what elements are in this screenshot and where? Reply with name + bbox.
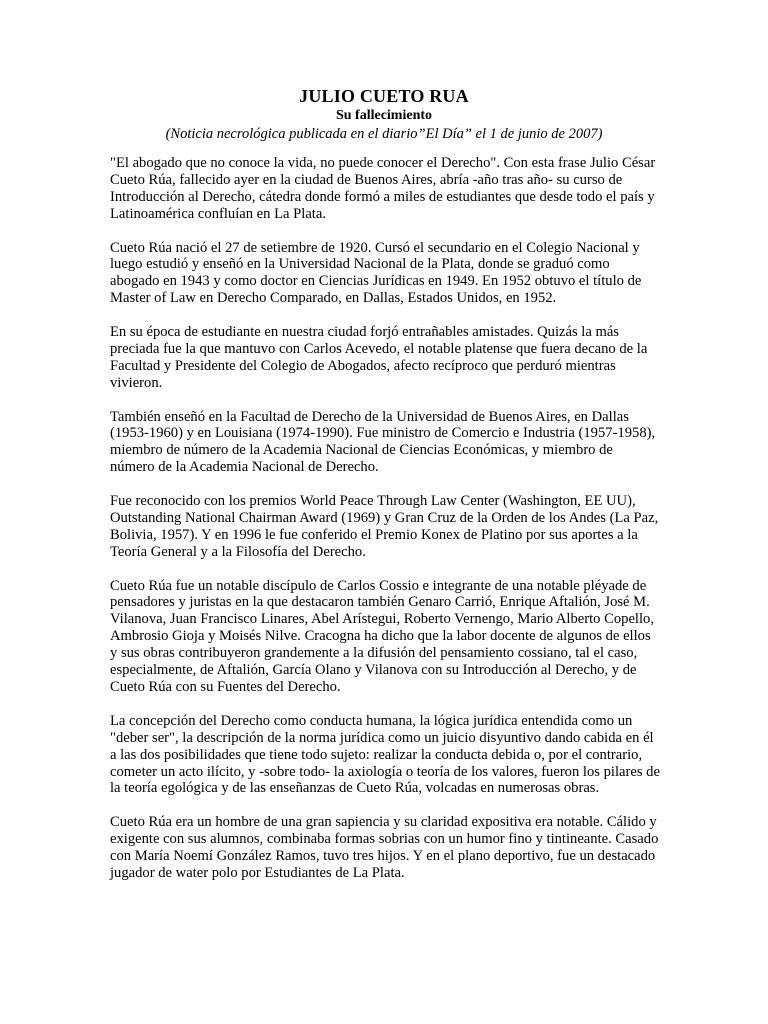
paragraph: "El abogado que no conoce la vida, no puede conocer el Derecho". Con esta frase Julio César Cueto Rúa, fallecido ayer en la ciudad de Buenos Aires, abría -año tras año- su curso de Introducción al Derecho, cátedra donde formó a miles de estudiantes que desde todo el país y Latinoamérica confluían en La Plata.	[110, 155, 656, 222]
paragraph: También enseñó en la Facultad de Derecho de la Universidad de Buenos Aires, en Dallas (1953-1960) y en Louisiana (1974-1990). Fue ministro de Comercio e Industria (1957-1958), miembro de número de la Academia Nacional de Ciencias Económicas, y miembro de número de la Academia Nacional de Derecho.	[110, 408, 656, 476]
document-header	[0, 86, 768, 143]
paragraph: La concepción del Derecho como conducta humana, la lógica jurídica entendida como un "deber ser", la descripción de la norma jurídica como un juicio disyuntivo dando cabida en él a las dos posibilidades que tiene todo sujeto: realizar la conducta debida o, por el contrario, cometer un acto ilícito, y -sobre todo- la axiología o teoría de los valores, fueron los pilares de la teoría egológica y de las enseñanzas de Cueto Rúa, volcadas en numerosas obras.	[110, 712, 660, 797]
document-title: JULIO CUETO RUA	[299, 86, 469, 106]
document-body	[110, 155, 660, 899]
paragraph: Cueto Rúa era un hombre de una gran sapiencia y su claridad expositiva era notable. Cálido y exigente con sus alumnos, combinaba formas sobrias con un humor fino y tintineante. Casado con María Noemí González Ramos, tuvo tres hijos. Y en el plano deportivo, fue un destacado jugador de water polo por Estudiantes de La Plata.	[110, 814, 659, 881]
paragraph: Fue reconocido con los premios World Peace Through Law Center (Washington, EE UU), Outstanding National Chairman Award (1969) y Gran Cruz de la Orden de los Andes (La Paz, Bolivia, 1957). Y en 1996 le fue conferido el Premio Konex de Platino por sus aportes a la Teoría General y a la Filosofía del Derecho.	[110, 493, 659, 560]
document-subtitle: Su fallecimiento	[335, 108, 433, 123]
paragraph: Cueto Rúa fue un notable discípulo de Carlos Cossio e integrante de una notable pléyade de pensadores y juristas en la que destacaron también Genaro Carrió, Enrique Aftalión, José M. Vilanova, Juan Francisco Linares, Abel Arístegui, Roberto Vernengo, Mario Alberto Copello, Ambrosio Gioja y Moisés Nilve. Cracogna ha dicho que la labor docente de algunos de ellos y sus obras contribuyeron grandemente a la difusión del pensamiento cossiano, tal el caso, especialmente, de Aftalión, García Olano y Vilanova con su Introducción al Derecho, y de Cueto Rúa con su Fuentes del Derecho.	[110, 577, 654, 696]
paragraph: Cueto Rúa nació el 27 de setiembre de 1920. Cursó el secundario en el Colegio Nacional y luego estudió y enseñó en la Universidad Nacional de la Plata, donde se graduó como abogado en 1943 y como doctor en Ciencias Jurídicas en 1949. En 1952 obtuvo el título de Master of Law en Derecho Comparado, en Dallas, Estados Unidos, en 1952.	[110, 239, 642, 307]
source-note: (Noticia necrológica publicada en el diario”El Día” el 1 de junio de 2007)	[165, 126, 603, 142]
paragraph: En su época de estudiante en nuestra ciudad forjó entrañables amistades. Quizás la más preciada fue la que mantuvo con Carlos Acevedo, el notable platense que fuera decano de la Facultad y Presidente del Colegio de Abogados, afecto recíproco que perduró mientras vivieron.	[110, 324, 648, 391]
